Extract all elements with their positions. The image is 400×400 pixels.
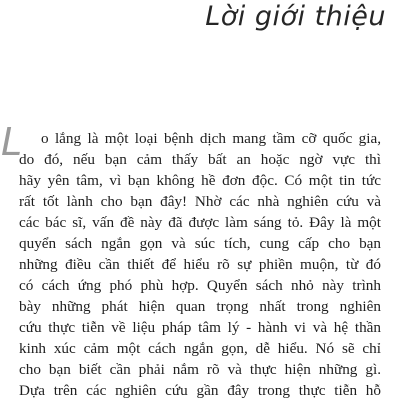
text-line: o lắng là một loại bệnh dịch mang tầm cỡ quốc gia, (41, 130, 381, 147)
text-line: các bác sĩ, vấn đề này đã được làm sáng tỏ. Đây là một (19, 214, 381, 231)
text-line: rất tốt lành cho bạn đây! Nhờ các nhà nghiên cứu và (19, 193, 381, 210)
text-line: bày những phát hiện quan trọng nhất trong nghiên (19, 298, 381, 315)
text-line: kinh xúc cảm một cách ngắn gọn, dễ hiểu. Nó sẽ chỉ (19, 340, 381, 357)
text-line: hãy yên tâm, vì bạn không hề đơn độc. Có một tin tức (19, 172, 381, 189)
text-line: những điều cần thiết để hiểu rõ sự phiền muộn, từ đó (19, 256, 381, 273)
chapter-heading: Lời giới thiệu (205, 1, 386, 32)
drop-cap-letter: L (1, 120, 23, 164)
text-line: cho bạn biết cần phải nắm rõ và thực hiện những gì. (19, 361, 381, 378)
body-paragraph (19, 128, 381, 400)
text-line: quyển sách ngắn gọn và súc tích, cung cấp cho bạn (19, 235, 381, 252)
text-line: do đó, nếu bạn cảm thấy bất an hoặc ngờ vực thì (19, 151, 381, 168)
text-line: có cách ứng phó phù hợp. Quyển sách nhỏ này trình (19, 277, 381, 294)
text-line: Dựa trên các nghiên cứu gần đây trong thực tiễn hỗ (19, 382, 381, 399)
text-line: cứu thực tiễn về liệu pháp tâm lý - hành vi và hệ thần (19, 319, 381, 336)
